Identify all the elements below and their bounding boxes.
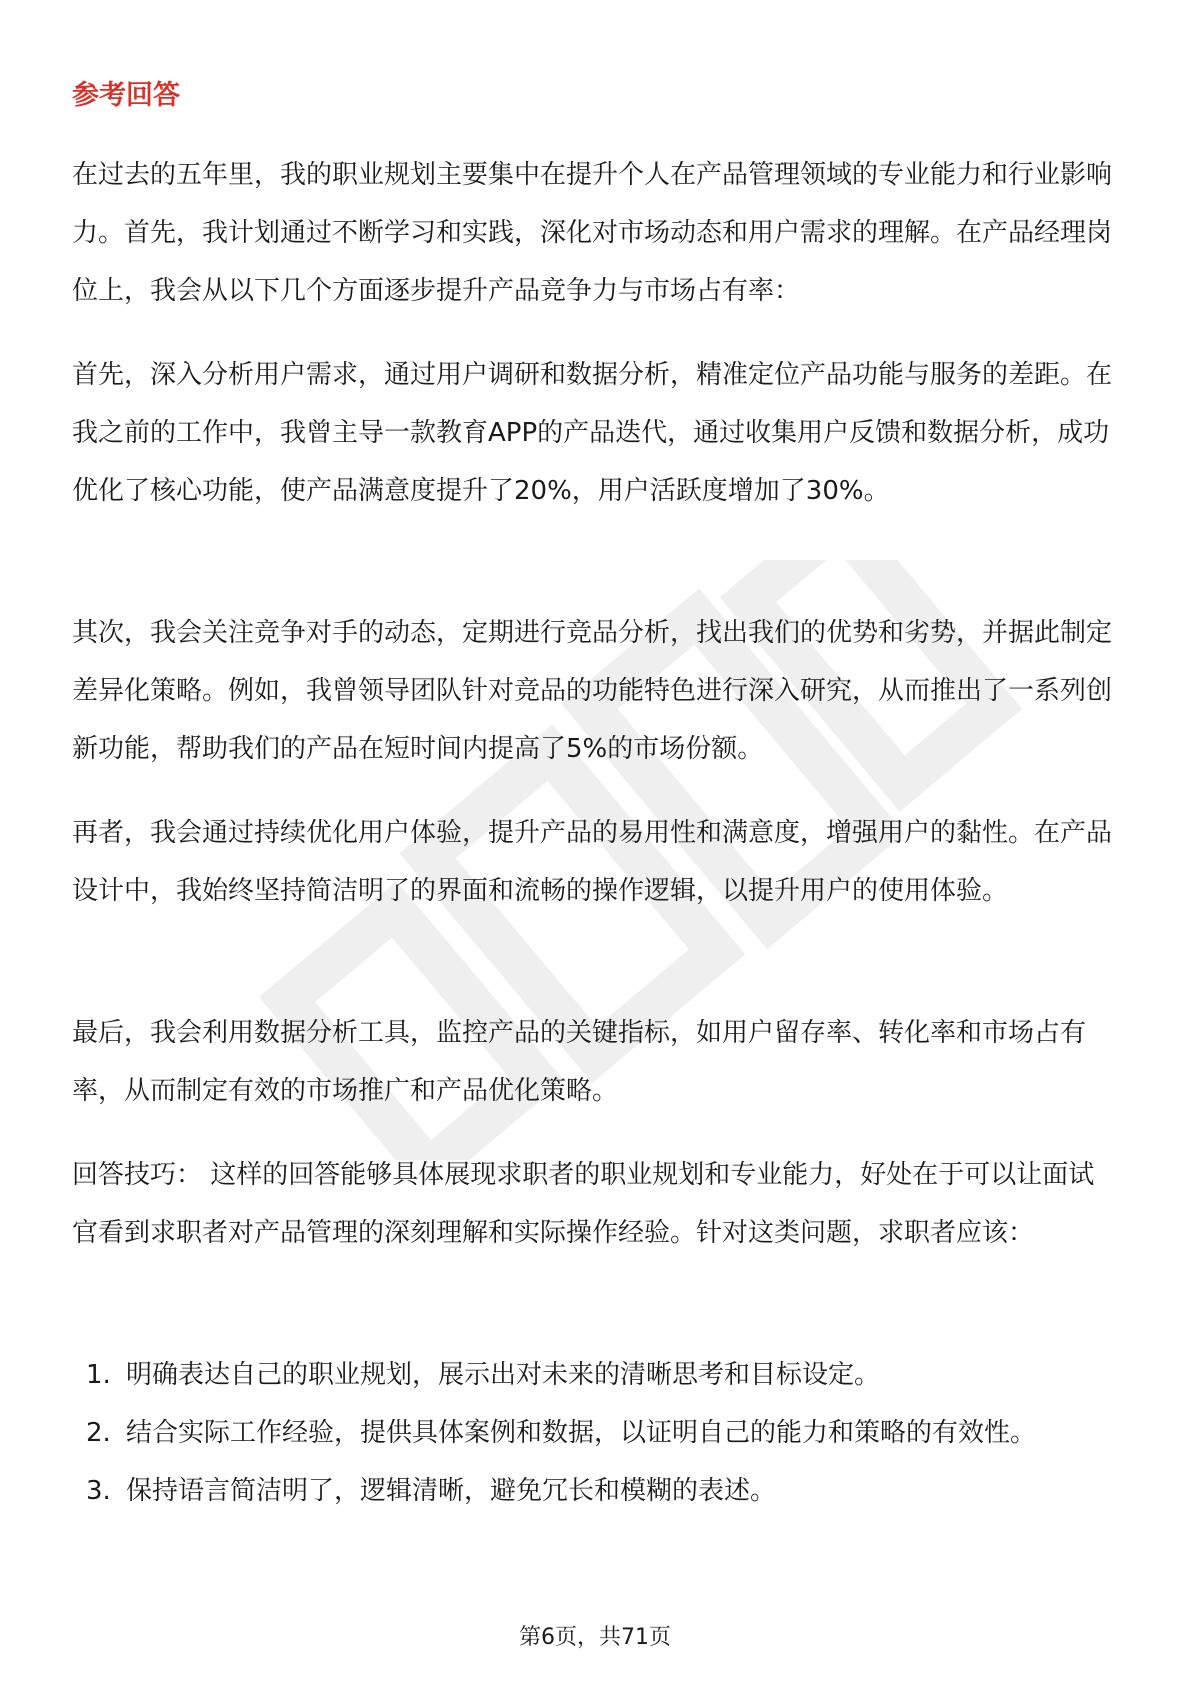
list-item-number: 3. [86, 1476, 111, 1506]
list-item-text: 保持语言简洁明了，逻辑清晰，避免冗长和模糊的表述。 [126, 1476, 777, 1506]
page-footer: 第6页，共71页 [519, 1625, 671, 1650]
list-item-text: 结合实际工作经验，提供具体案例和数据，以证明自己的能力和策略的有效性。 [126, 1418, 1037, 1448]
list-item [72, 1462, 1118, 1520]
tips-list [72, 1346, 1118, 1520]
paragraph-intro: 在过去的五年里，我的职业规划主要集中在提升个人在产品管理领域的专业能力和行业影响力。首先，我计划通过不断学习和实践，深化对市场动态和用户需求的理解。在产品经理岗位上，我会从以下几个方面逐步提升产品竞争力与市场占有率： [72, 160, 1113, 306]
list-item [72, 1404, 1118, 1462]
paragraph-second-point: 其次，我会关注竞争对手的动态，定期进行竞品分析，找出我们的优势和劣势，并据此制定差异化策略。例如，我曾领导团队针对竞品的功能特色进行深入研究，从而推出了一系列创新功能，帮助我们的产品在短时间内提高了5%的市场份额。 [72, 618, 1113, 764]
list-item [72, 1346, 1118, 1404]
paragraph-fourth-point: 最后，我会利用数据分析工具，监控产品的关键指标，如用户留存率、转化率和市场占有率，从而制定有效的市场推广和产品优化策略。 [72, 1018, 1087, 1106]
paragraph-answer-tips: 回答技巧： 这样的回答能够具体展现求职者的职业规划和专业能力，好处在于可以让面试官看到求职者对产品管理的深刻理解和实际操作经验。针对这类问题，求职者应该： [72, 1160, 1095, 1248]
paragraph-third-point: 再者，我会通过持续优化用户体验，提升产品的易用性和满意度，增强用户的黏性。在产品设计中，我始终坚持简洁明了的界面和流畅的操作逻辑，以提升用户的使用体验。 [72, 818, 1113, 906]
section-title: 参考回答 [72, 80, 180, 111]
paragraph-first-point: 首先，深入分析用户需求，通过用户调研和数据分析，精准定位产品功能与服务的差距。在我之前的工作中，我曾主导一款教育APP的产品迭代，通过收集用户反馈和数据分析，成功优化了核心功能，使产品满意度提升了20%，用户活跃度增加了30%。 [72, 360, 1113, 506]
list-item-text: 明确表达自己的职业规划，展示出对未来的清晰思考和目标设定。 [126, 1360, 881, 1390]
list-item-number: 1. [86, 1360, 111, 1390]
list-item-number: 2. [86, 1418, 111, 1448]
